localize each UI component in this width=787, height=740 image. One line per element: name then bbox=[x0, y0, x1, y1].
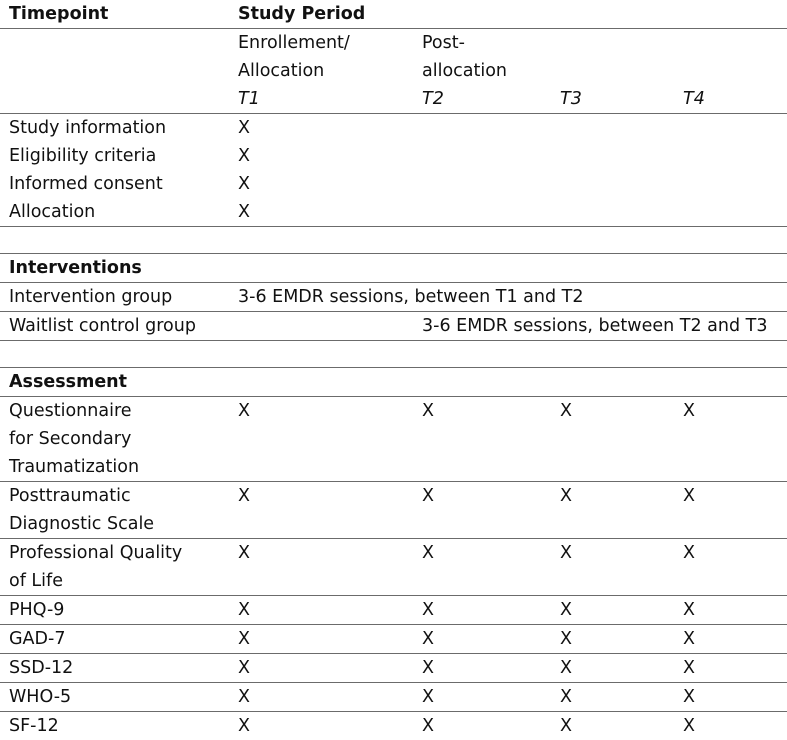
table-row bbox=[0, 683, 787, 712]
timepoint-t3: T3 bbox=[552, 85, 675, 114]
table-row bbox=[0, 142, 787, 170]
cell-t2: X bbox=[414, 596, 552, 625]
assessment-title: Assessment bbox=[0, 368, 787, 397]
cell-t1: X bbox=[230, 625, 414, 654]
cell-t1: X bbox=[230, 654, 414, 683]
row-label: Allocation bbox=[0, 198, 230, 227]
study-period-header: Study Period bbox=[230, 0, 787, 29]
table-row bbox=[0, 625, 787, 654]
table-row bbox=[0, 654, 787, 683]
cell-t3: X bbox=[552, 539, 675, 596]
cell-t4: X bbox=[675, 654, 787, 683]
cell-t3: X bbox=[552, 625, 675, 654]
cell-t4: X bbox=[675, 596, 787, 625]
timepoint-t2: T2 bbox=[414, 85, 552, 114]
row-label: SF-12 bbox=[0, 712, 230, 740]
cell-t1: X bbox=[230, 712, 414, 740]
cell-t4: X bbox=[675, 397, 787, 482]
waitlist-group-schedule: 3-6 EMDR sessions, between T2 and T3 bbox=[414, 312, 787, 341]
timepoints-row bbox=[0, 85, 787, 114]
cell-t2: X bbox=[414, 625, 552, 654]
table-row bbox=[0, 397, 787, 482]
row-label: Posttraumatic Diagnostic Scale bbox=[0, 482, 230, 539]
cell-t3: X bbox=[552, 654, 675, 683]
spacer-row bbox=[0, 227, 787, 254]
timepoint-t1: T1 bbox=[230, 85, 414, 114]
cell-t4: X bbox=[675, 625, 787, 654]
row-label: Waitlist control group bbox=[0, 312, 230, 341]
table-row bbox=[0, 482, 787, 539]
header-row bbox=[0, 0, 787, 29]
row-label: Intervention group bbox=[0, 283, 230, 312]
cell-t4: X bbox=[675, 482, 787, 539]
cell-t3: X bbox=[552, 482, 675, 539]
phase-row bbox=[0, 29, 787, 86]
row-label: SSD-12 bbox=[0, 654, 230, 683]
row-label: Study information bbox=[0, 114, 230, 143]
cell-t1: X bbox=[230, 170, 414, 198]
cell-t3: X bbox=[552, 397, 675, 482]
cell-t2: X bbox=[414, 654, 552, 683]
interventions-title: Interventions bbox=[0, 254, 787, 283]
row-label: Informed consent bbox=[0, 170, 230, 198]
cell-t2: X bbox=[414, 712, 552, 740]
table-row bbox=[0, 283, 787, 312]
row-label: Questionnaire for Secondary Traumatization bbox=[0, 397, 230, 482]
row-label: PHQ-9 bbox=[0, 596, 230, 625]
cell-t2: X bbox=[414, 683, 552, 712]
phase-enrollment: Enrollement/ Allocation bbox=[230, 29, 414, 86]
table-row bbox=[0, 198, 787, 227]
cell-t1: X bbox=[230, 596, 414, 625]
table-row bbox=[0, 539, 787, 596]
table-row bbox=[0, 712, 787, 740]
row-label: WHO-5 bbox=[0, 683, 230, 712]
table-row bbox=[0, 114, 787, 143]
cell-t4: X bbox=[675, 539, 787, 596]
cell-t1: X bbox=[230, 683, 414, 712]
table-row bbox=[0, 170, 787, 198]
cell-t2: X bbox=[414, 539, 552, 596]
cell-t3: X bbox=[552, 596, 675, 625]
timepoint-header: Timepoint bbox=[0, 0, 230, 29]
section-header-row bbox=[0, 368, 787, 397]
phase-post-allocation: Post- allocation bbox=[414, 29, 552, 86]
cell-t3: X bbox=[552, 683, 675, 712]
cell-t4: X bbox=[675, 712, 787, 740]
row-label: Professional Quality of Life bbox=[0, 539, 230, 596]
cell-t4: X bbox=[675, 683, 787, 712]
cell-t1: X bbox=[230, 482, 414, 539]
cell-t1: X bbox=[230, 397, 414, 482]
cell-t1: X bbox=[230, 114, 414, 143]
cell-t1: X bbox=[230, 142, 414, 170]
intervention-group-schedule: 3-6 EMDR sessions, between T1 and T2 bbox=[230, 283, 787, 312]
cell-t2: X bbox=[414, 482, 552, 539]
section-header-row bbox=[0, 254, 787, 283]
cell-t1: X bbox=[230, 198, 414, 227]
row-label: GAD-7 bbox=[0, 625, 230, 654]
row-label: Eligibility criteria bbox=[0, 142, 230, 170]
cell-t1: X bbox=[230, 539, 414, 596]
cell-t3: X bbox=[552, 712, 675, 740]
table-row bbox=[0, 312, 787, 341]
spacer-row bbox=[0, 341, 787, 368]
table-row bbox=[0, 596, 787, 625]
timepoint-t4: T4 bbox=[675, 85, 787, 114]
cell-t2: X bbox=[414, 397, 552, 482]
